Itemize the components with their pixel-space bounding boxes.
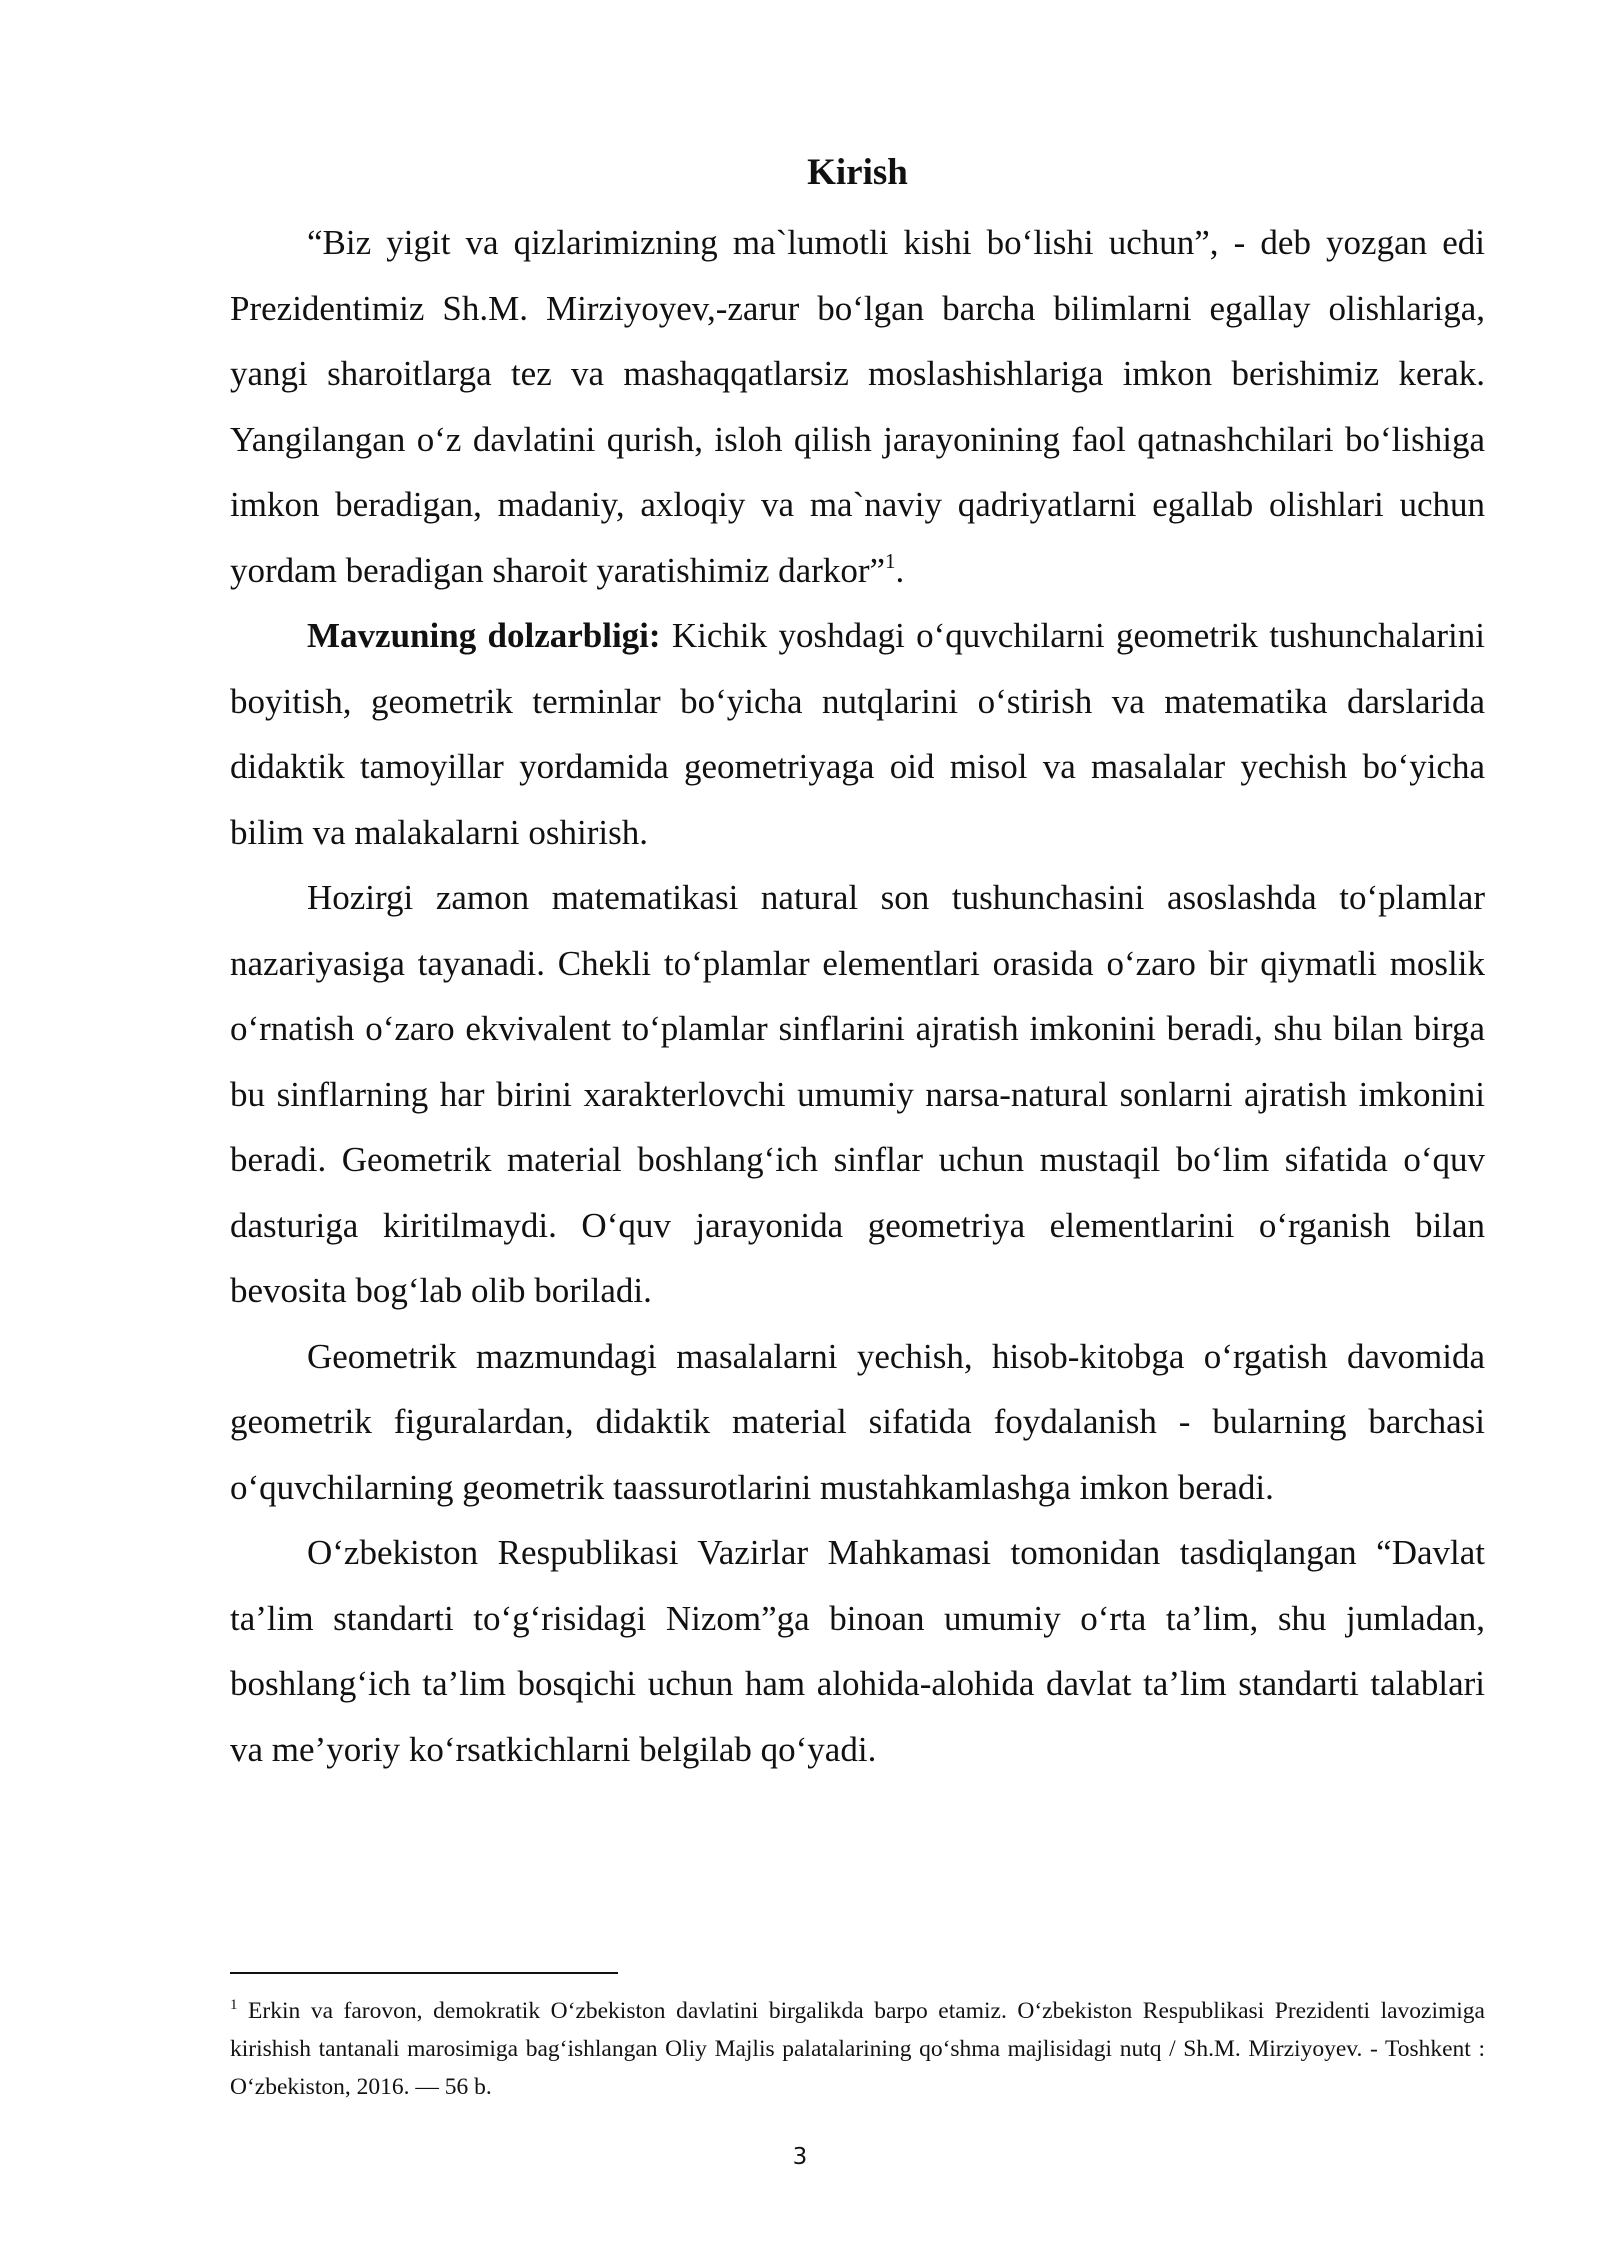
footnote-marker: 1: [230, 1997, 238, 2013]
paragraph-relevance: [230, 603, 1485, 865]
paragraph-text: O‘zbekiston Respublikasi Vazirlar Mahkamasi tomonidan tasdiqlangan “Davlat ta’lim standarti to‘g‘risidagi Nizom”ga binoan umumiy o‘rta ta’lim, shu jumladan, boshlang‘ich ta’lim bosqichi uchun ham alohida-alohida davlat ta’lim standarti talablari va me’yoriy ko‘rsatkichlarni belgilab qo‘yadi.: [230, 1533, 1485, 1769]
paragraph-sets-theory: [230, 865, 1485, 1324]
footnote: [230, 1992, 1485, 2106]
paragraph-geometric-problems: [230, 1324, 1485, 1521]
paragraph-text: Hozirgi zamon matematikasi natural son tushunchasini asoslashda to‘plamlar nazariyasiga tayanadi. Chekli to‘plamlar elementlari orasida o‘zaro bir qiymatli moslik o‘rnatish o‘zaro ekvivalent to‘plamlar sinflarini ajratish imkonini beradi, shu bilan birga bu sinflarning har birini xarakterlovchi umumiy narsa-natural sonlarni ajratish imkonini beradi. Geometrik material boshlang‘ich sinflar uchun mustaqil bo‘lim sifatida o‘quv dasturiga kiritilmaydi. O‘quv jarayonida geometriya elementlarini o‘rganish bilan bevosita bog‘lab olib boriladi.: [230, 878, 1485, 1310]
relevance-label: Mavzuning dolzarbligi:: [307, 616, 661, 655]
paragraph-text: “Biz yigit va qizlarimizning ma`lumotli kishi bo‘lishi uchun”, - deb yozgan edi Prezidentimiz Sh.M. Mirziyoyev,-zarur bo‘lgan barcha bilimlarni egallay olishlariga, yangi sharoitlarga tez va mashaqqatlarsiz moslashishlariga imkon berishimiz kerak. Yangilangan o‘z davlatini qurish, isloh qilish jarayonining faol qatnashchilari bo‘lishiga imkon beradigan, madaniy, axloqiy va ma`naviy qadriyatlarni egallab olishlari uchun yordam beradigan sharoit yaratishimiz darkor”: [230, 223, 1485, 590]
footnote-divider: [230, 1972, 618, 1974]
paragraph-intro-quote: [230, 210, 1485, 603]
footnote-text: Erkin va farovon, demokratik O‘zbekiston davlatini birgalikda barpo etamiz. O‘zbekiston Respublikasi Prezidenti lavozimiga kirishish tantanali marosimiga bag‘ishlangan Oliy Majlis palatalarining qo‘shma majlisidagi nutq / Sh.M. Mirziyoyev. - Toshkent : O‘zbekiston, 2016. — 56 b.: [230, 1998, 1485, 2100]
page-number: 3: [792, 2144, 808, 2170]
paragraph-text: Kichik yoshdagi o‘quvchilarni geometrik tushunchalarini boyitish, geometrik terminlar bo‘yicha nutqlarini o‘stirish va matematika darslarida didaktik tamoyillar yordamida geometriyaga oid misol va masalalar yechish bo‘yicha bilim va malakalarni oshirish.: [230, 616, 1485, 852]
body-text: [230, 210, 1485, 1782]
page-heading: Kirish: [807, 152, 908, 193]
paragraph-tail: .: [895, 550, 905, 590]
paragraph-text: Geometrik mazmundagi masalalarni yechish, hisob-kitobga o‘rgatish davomida geometrik figuralardan, didaktik material sifatida foydalanish - bularning barchasi o‘quvchilarning geometrik taassurotlarini mustahkamlashga imkon beradi.: [230, 1336, 1485, 1507]
paragraph-education-standard: [230, 1520, 1485, 1782]
footnote-reference[interactable]: 1: [885, 548, 896, 573]
